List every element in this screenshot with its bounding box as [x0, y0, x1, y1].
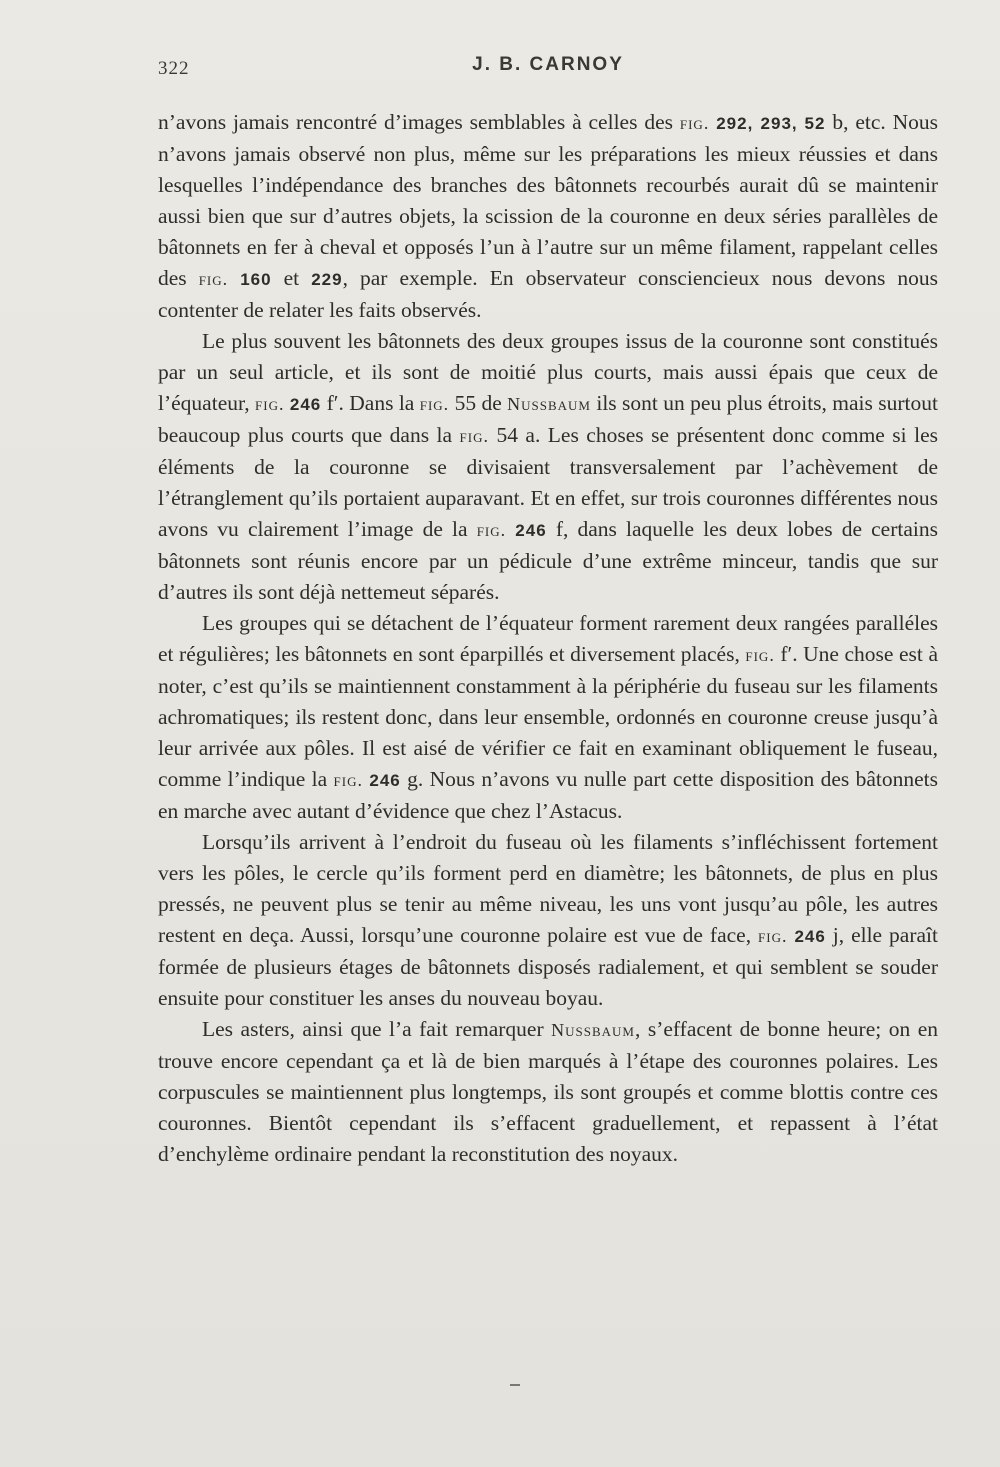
text-run: n’avons jamais rencontré d’images semblables à celles des [158, 110, 680, 134]
text-run: f′. Une chose est à noter, c’est qu’ils se maintiennent constamment à la périphérie du fuseau sur les filaments achromatiques; ils restent donc, dans leur ensemble, ordonnés en couronne creuse jusqu’à leur arrivée aux pôles. Il est aisé de vérifier ce fait en examinant obliquement le fuseau, comme l’indique la [158, 642, 938, 791]
text-run: f, dans laquelle les deux lobes de certains bâtonnets sont réunis encore par un pédicule d’une extrême minceur, tandis que sur d’autres ils sont déjà nettemeut séparés. [158, 517, 938, 604]
running-head: J. B. CARNOY [472, 54, 624, 75]
page-number: 322 [158, 58, 190, 79]
fig-reference: fig. [333, 770, 363, 790]
paragraph-2 [158, 326, 938, 608]
fig-reference: fig. [255, 394, 285, 414]
text-run: Lorsqu’ils arrivent à l’endroit du fuseau où les filaments s’infléchissent fortement vers les pôles, le cercle qu’ils forment perd en diamètre; les bâtonnets, de plus en plus pressés, ne peuvent plus se tenir au même niveau, les uns vont jusqu’au pôle, les autres restent en deça. Aussi, lorsqu’une couronne polaire est vue de face, [158, 830, 938, 947]
text-run: g. Nous n’avons vu nulle part cette disposition des bâtonnets en marche avec autant d’évidence que chez l’Astacus. [158, 767, 939, 823]
text-run: , par exemple. En observateur consciencieux nous devons nous contenter de relater les faits observés. [158, 266, 938, 322]
figure-number: 292, 293, [716, 114, 798, 133]
fig-reference: fig. [459, 426, 489, 446]
fig-reference: fig. [679, 113, 710, 133]
text-run: et [271, 266, 312, 290]
text-run: f′. Dans la [321, 391, 420, 415]
fig-reference: fig. [476, 520, 507, 540]
body-text [158, 107, 938, 1170]
text-run: 55 de [449, 391, 508, 415]
page-footer-mark [510, 1384, 520, 1386]
text-run: 54 a. Les choses se présentent donc comme si les éléments de la couronne se divisaient transversalement par l’achèvement de l’étranglement qu’ils portaient auparavant. Et en effet, sur trois couronnes différentes nous avons vu clairement l’image de la [158, 423, 938, 541]
paragraph-5 [158, 1014, 938, 1170]
fig-reference: fig. [198, 269, 229, 289]
figure-number: 246 [289, 395, 322, 414]
author-name: Nussbaum [507, 394, 591, 414]
text-run: b, etc. Nous n’avons jamais observé non plus, même sur les préparations les mieux réussies et dans lesquelles l’indépendance des branches des bâtonnets recourbés aurait dû se maintenir aussi bien que sur d’autres objets, la scission de la couronne en deux séries parallèles de bâtonnets en fer à cheval et opposés l’un à l’autre sur un même filament, rappelant celles des [158, 110, 939, 290]
figure-number: 52 [804, 114, 826, 133]
page-header [158, 52, 938, 82]
fig-reference: fig. [758, 926, 788, 946]
paragraph-1 [158, 107, 938, 326]
figure-number: 246 [515, 521, 547, 540]
figure-number: 246 [794, 927, 826, 946]
paragraph-4 [158, 827, 938, 1014]
text-run: , s’effacent de bonne heure; on en trouve encore cependant ça et là de bien marqués à l’étape des couronnes polaires. Les corpuscules se maintiennent plus longtemps, ils sont groupés et comme blottis contre ces couronnes. Bientôt cependant ils s’effacent graduellement, et repassent à l’état d’enchylème ordinaire pendant la reconstitution des noyaux. [158, 1017, 938, 1166]
text-run: Le plus souvent les bâtonnets des deux groupes issus de la couronne sont constitués par un seul article, et ils sont de moitié plus courts, mais aussi épais que ceux de l’équateur, [158, 329, 938, 415]
text-run: Les groupes qui se détachent de l’équateur forment rarement deux rangées paralléles et régulières; les bâtonnets en sont éparpillés et diversement placés, [158, 611, 938, 666]
fig-reference: fig. [419, 394, 450, 414]
text-run: Les asters, ainsi que l’a fait remarquer [202, 1017, 552, 1041]
figure-number: 246 [369, 771, 401, 790]
paragraph-3 [158, 608, 938, 827]
figure-number: 160 [240, 270, 272, 289]
author-name: Nussbaum [551, 1020, 635, 1040]
figure-number: 229 [311, 270, 343, 289]
fig-reference: fig. [745, 645, 775, 665]
text-run: ils sont un peu plus étroits, mais surtout beaucoup plus courts que dans la [158, 391, 939, 447]
text-run: j, elle paraît formée de plusieurs étages de bâtonnets disposés radialement, et qui semblent se souder ensuite pour constituer les anses du nouveau boyau. [158, 923, 938, 1010]
